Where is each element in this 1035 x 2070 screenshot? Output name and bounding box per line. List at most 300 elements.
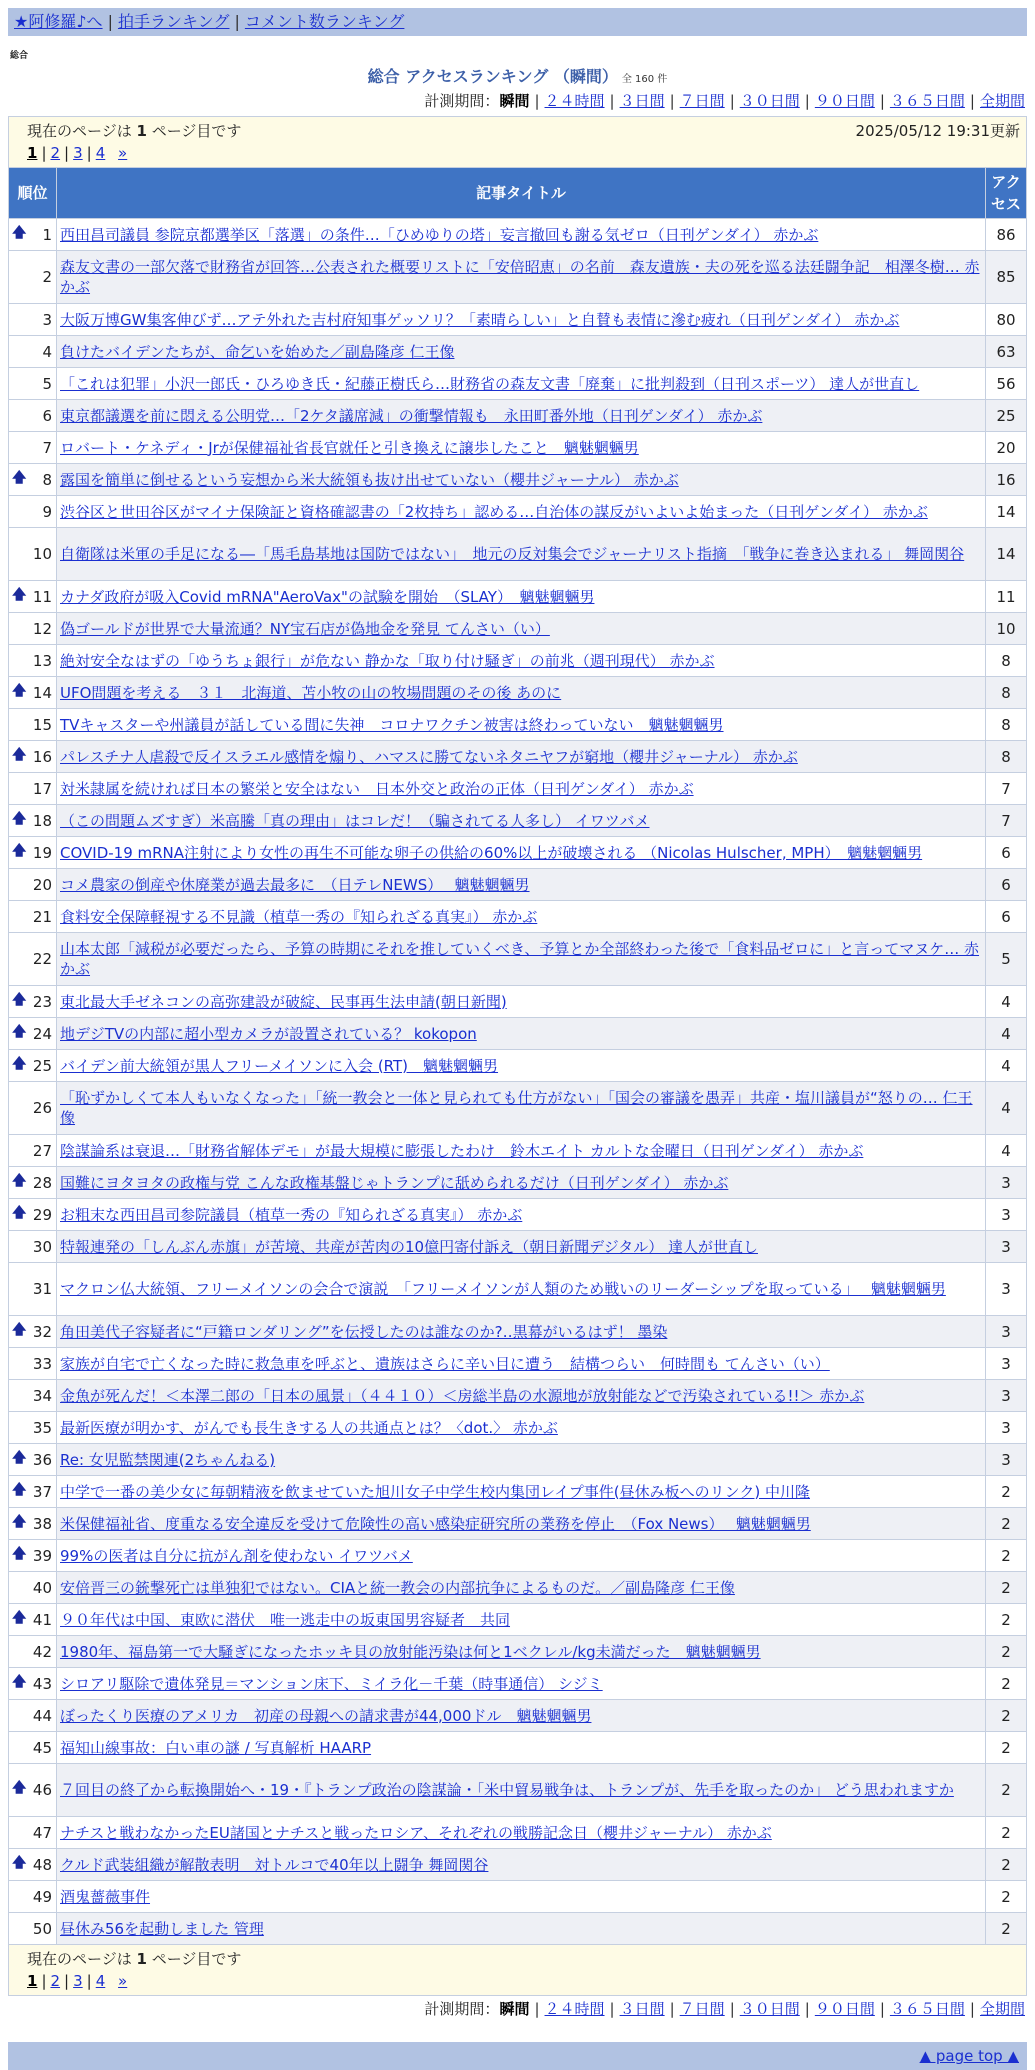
rank-number: 48 [32, 1855, 52, 1874]
up-arrow-icon: 🡅 [12, 1481, 27, 1498]
title-cell [57, 400, 986, 432]
title-cell [57, 1263, 986, 1316]
access-count: 11 [986, 581, 1027, 613]
pager [27, 142, 1020, 164]
rank-number: 4 [42, 342, 52, 361]
article-link[interactable]: 「これは犯罪」小沢一郎氏・ひろゆき氏・紀藤正樹氏ら…財務省の森友文書「廃棄」に批判殺到（日刊スポーツ） 達人が世直し [60, 374, 920, 393]
rank-number: 46 [32, 1781, 52, 1799]
rank-number: 10 [32, 545, 52, 563]
table-row [9, 1732, 1027, 1764]
up-arrow-icon: 🡅 [12, 1545, 27, 1562]
title-cell [57, 368, 986, 400]
rank-cell [9, 677, 57, 709]
rank-cell [9, 251, 57, 304]
period-separator: | [729, 2000, 735, 2018]
rank-cell [9, 1849, 57, 1881]
period-separator: | [729, 92, 735, 110]
article-link[interactable]: 「恥ずかしくて本人もいなくなった」「統一教会と一体と見られても仕方がない」「国会の審議を愚弄」共産・塩川議員が“怒りの… 仁王像 [60, 1089, 973, 1127]
title-cell [57, 464, 986, 496]
table-row [9, 464, 1027, 496]
table-row [9, 1572, 1027, 1604]
article-link[interactable]: Re: 女児監禁関連(2ちゃんねる) [60, 1450, 276, 1469]
period-link[interactable]: 全期間 [979, 92, 1025, 110]
rank-cell [9, 1316, 57, 1348]
up-arrow-icon: 🡅 [12, 991, 27, 1008]
rank-number: 31 [32, 1280, 52, 1298]
article-link[interactable]: 金魚が死んだ！＜本澤二郎の「日本の風景」（４４１０）＜房総半島の水源地が放射能などで汚染されている!!＞ 赤かぶ [60, 1386, 865, 1405]
table-row [9, 336, 1027, 368]
access-count: 2 [986, 1913, 1027, 1945]
title-cell [57, 1380, 986, 1412]
rank-cell [9, 837, 57, 869]
access-count: 3 [986, 1444, 1027, 1476]
period-link[interactable]: ３０日間 [739, 92, 800, 110]
article-link[interactable]: 渋谷区と世田谷区がマイナ保険証と資格確認書の「2枚持ち」認める…自治体の謀反がいよいよ始まった（日刊ゲンダイ） 赤かぶ [60, 502, 928, 521]
period-link[interactable]: ３日間 [619, 92, 665, 110]
table-row [9, 1508, 1027, 1540]
period-separator: | [609, 92, 615, 110]
rank-number: 15 [32, 715, 52, 734]
table-row [9, 1412, 1027, 1444]
access-count: 2 [986, 1849, 1027, 1881]
pager-separator: | [86, 1972, 92, 1990]
article-link[interactable]: ９０年代は中国、東欧に潜伏 唯一逃走中の坂東国男容疑者 共同 [60, 1610, 511, 1629]
rank-number: 22 [32, 950, 52, 968]
up-arrow-icon: 🡅 [12, 1513, 27, 1530]
article-link[interactable]: 偽ゴールドが世界で大量流通？NY宝石店が偽地金を発見 てんさい（い） [60, 619, 550, 638]
article-link[interactable]: 対米隷属を続ければ日本の繁栄と安全はない 日本外交と政治の正体（日刊ゲンダイ） 赤かぶ [60, 779, 694, 798]
access-count: 2 [986, 1540, 1027, 1572]
article-link[interactable]: 酒鬼薔薇事件 [60, 1887, 151, 1906]
article-link[interactable]: 特報連発の「しんぶん赤旗」が苦境、共産が苦肉の10億円寄付訴え（朝日新聞デジタル） 達人が世直し [60, 1237, 758, 1256]
article-link[interactable]: 米保健福祉省、度重なる安全違反を受けて危険性の高い感染症研究所の業務を停止 （Fox News） 魑魅魍魎男 [60, 1514, 811, 1533]
up-arrow-icon: 🡅 [12, 224, 27, 241]
table-row [9, 251, 1027, 304]
rank-cell [9, 1018, 57, 1050]
access-count: 7 [986, 805, 1027, 837]
pager-link[interactable]: » [118, 144, 128, 162]
title-cell [57, 709, 986, 741]
pager-link[interactable]: 4 [95, 144, 106, 162]
table-row [9, 304, 1027, 336]
table-row [9, 496, 1027, 528]
rank-number: 35 [32, 1418, 52, 1437]
rank-cell [9, 400, 57, 432]
period-link[interactable]: ７日間 [679, 92, 725, 110]
access-count: 3 [986, 1263, 1027, 1316]
title-cell [57, 1913, 986, 1945]
ranking-table [8, 116, 1027, 1945]
rank-number: 27 [32, 1141, 52, 1160]
title-cell [57, 1508, 986, 1540]
access-count: 2 [986, 1700, 1027, 1732]
rank-cell [9, 1668, 57, 1700]
pager-link[interactable]: 4 [95, 1972, 106, 1990]
period-separator: | [669, 2000, 675, 2018]
up-arrow-icon: 🡅 [12, 1609, 27, 1626]
title-cell [57, 1668, 986, 1700]
up-arrow-icon: 🡅 [12, 1321, 27, 1338]
table-row [9, 1668, 1027, 1700]
period-link[interactable]: ３０日間 [739, 2000, 800, 2018]
article-link[interactable]: ナチスと戦わなかったEU諸国とナチスと戦ったロシア、それぞれの戦勝記念日（櫻井ジャーナル） 赤かぶ [60, 1823, 772, 1842]
period-link[interactable]: ３６５日間 [889, 92, 965, 110]
title-cell [57, 1135, 986, 1167]
table-row [9, 1316, 1027, 1348]
title-cell [57, 528, 986, 581]
access-count: 10 [986, 613, 1027, 645]
comment-ranking-link[interactable]: コメント数ランキング [244, 12, 405, 31]
rank-cell [9, 304, 57, 336]
table-row [9, 933, 1027, 986]
title-cell [57, 1199, 986, 1231]
footer-bar [8, 2042, 1027, 2070]
period-link[interactable]: ９０日間 [814, 92, 875, 110]
page-info-bottom [8, 1945, 1027, 1996]
rank-number: 14 [32, 683, 52, 702]
title-cell [57, 1050, 986, 1082]
period-separator: | [879, 2000, 885, 2018]
access-count: 6 [986, 837, 1027, 869]
article-link[interactable]: TVキャスターや州議員が話している間に失神 コロナワクチン被害は終わっていない 魑魅魍魎男 [60, 715, 724, 734]
up-arrow-icon: 🡅 [12, 1172, 27, 1189]
rank-number: 36 [32, 1450, 52, 1469]
rank-cell [9, 1764, 57, 1817]
rank-cell [9, 1508, 57, 1540]
rank-number: 26 [32, 1099, 52, 1117]
access-count: 56 [986, 368, 1027, 400]
rank-number: 20 [32, 875, 52, 894]
table-row [9, 581, 1027, 613]
rank-cell [9, 368, 57, 400]
pager-separator [109, 1972, 114, 1990]
table-row [9, 1881, 1027, 1913]
up-arrow-icon: 🡅 [12, 746, 27, 763]
up-arrow-icon: 🡅 [12, 1055, 27, 1072]
title-cell [57, 1412, 986, 1444]
rank-number: 24 [32, 1024, 52, 1043]
access-count: 2 [986, 1636, 1027, 1668]
period-selector [0, 90, 1025, 112]
rank-number: 7 [42, 438, 52, 457]
period-link[interactable]: 全期間 [979, 2000, 1025, 2018]
access-count: 5 [986, 933, 1027, 986]
table-row [9, 1348, 1027, 1380]
title-cell [57, 251, 986, 304]
article-link[interactable]: コメ農家の倒産や休廃業が過去最多に （日テレNEWS） 魑魅魍魎男 [60, 875, 530, 894]
rank-cell [9, 1572, 57, 1604]
title-cell [57, 901, 986, 933]
ranking-rows [9, 219, 1027, 1945]
access-count: 85 [986, 251, 1027, 304]
period-link[interactable]: ２４時間 [544, 2000, 605, 2018]
article-link[interactable]: パレスチナ人虐殺で反イスラエル感情を煽り、ハマスに勝てないネタニヤフが窮地（櫻井ジャーナル） 赤かぶ [60, 747, 798, 766]
rank-cell [9, 933, 57, 986]
table-row [9, 432, 1027, 464]
rank-cell [9, 1881, 57, 1913]
table-row [9, 1135, 1027, 1167]
article-link[interactable]: 最新医療が明かす、がんでも長生きする人の共通点とは？〈dot.〉 赤かぶ [60, 1418, 558, 1437]
clap-ranking-link[interactable]: 拍手ランキング [117, 12, 230, 31]
article-link[interactable]: 安倍晋三の銃撃死亡は単独犯ではない。CIAと統一教会の内部抗争によるものだ。／副島隆彦 仁王像 [60, 1578, 735, 1597]
rank-number: 5 [42, 374, 52, 393]
rank-number: 21 [32, 907, 52, 926]
access-count: 2 [986, 1817, 1027, 1849]
article-link[interactable]: COVID-19 mRNA注射により女性の再生不可能な卵子の供給の60%以上が破壊される （Nicolas Hulscher, MPH） 魑魅魍魎男 [60, 843, 923, 862]
period-separator: | [969, 92, 975, 110]
rank-cell [9, 613, 57, 645]
rank-number: 33 [32, 1354, 52, 1373]
rank-number: 13 [32, 651, 52, 670]
rank-number: 17 [32, 779, 52, 798]
rank-cell [9, 432, 57, 464]
rank-cell [9, 1263, 57, 1316]
article-link[interactable]: お粗末な西田昌司参院議員（植草一秀の『知られざる真実』） 赤かぶ [60, 1205, 523, 1224]
rank-number: 37 [32, 1482, 52, 1501]
rank-number: 3 [42, 310, 52, 329]
table-row [9, 805, 1027, 837]
pager-link[interactable]: 3 [73, 1972, 83, 1990]
rank-number: 9 [42, 502, 52, 521]
pager-link[interactable]: 3 [73, 144, 83, 162]
period-link[interactable]: ３日間 [619, 2000, 665, 2018]
title-cell [57, 677, 986, 709]
pager-current-page: 1 [27, 1972, 38, 1990]
article-link[interactable]: 角田美代子容疑者に“戸籍ロンダリング”を伝授したのは誰なのか?‥黒幕がいるはず！ 墨染 [60, 1322, 668, 1341]
article-link[interactable]: 大阪万博GW集客伸びず…アテ外れた吉村府知事ゲッソリ？「素晴らしい」と自賛も表情に滲む疲れ（日刊ゲンダイ） 赤かぶ [60, 310, 900, 329]
rank-number: 41 [32, 1610, 52, 1629]
article-link[interactable]: 森友文書の一部欠落で財務省が回答…公表された概要リストに「安倍昭恵」の名前 森友遺族・夫の死を巡る法廷闘争記 相澤冬樹… 赤かぶ [60, 258, 980, 296]
title-cell [57, 1018, 986, 1050]
article-link[interactable]: ロバート・ケネディ・Jrが保健福祉省長官就任と引き換えに譲歩したこと 魑魅魍魎男 [60, 438, 639, 457]
rank-cell [9, 773, 57, 805]
table-row [9, 400, 1027, 432]
access-count: 3 [986, 1412, 1027, 1444]
article-link[interactable]: 西田昌司議員 参院京都選挙区「落選」の条件…「ひめゆりの塔」妄言撤回も謝る気ゼロ（日刊ゲンダイ） 赤かぶ [60, 225, 819, 244]
article-link[interactable]: 露国を簡単に倒せるという妄想から米大統領も抜け出せていない（櫻井ジャーナル） 赤かぶ [60, 470, 679, 489]
access-count: 7 [986, 773, 1027, 805]
rank-number: 47 [32, 1823, 52, 1842]
rank-header: 順位 [9, 168, 57, 219]
item-count: 全 160 件 [621, 74, 668, 85]
article-link[interactable]: （この問題ムズすぎ）米高騰「真の理由」はコレだ！（騙されてる人多し） イワツバメ [60, 811, 650, 830]
access-count: 20 [986, 432, 1027, 464]
table-row [9, 869, 1027, 901]
title-cell [57, 805, 986, 837]
home-link[interactable]: ★阿修羅♪へ [14, 12, 103, 31]
rank-number: 16 [32, 747, 52, 766]
article-link[interactable]: 家族が自宅で亡くなった時に救急車を呼ぶと、遺族はさらに辛い目に遭う 結構つらい 何時間も てんさい（い） [60, 1354, 830, 1373]
title-cell [57, 1231, 986, 1263]
article-link[interactable]: 中学で一番の美少女に毎朝精液を飲ませていた旭川女子中学生校内集団レイプ事件(昼休み板へのリンク) 中川隆 [60, 1482, 810, 1501]
rank-number: 32 [32, 1322, 52, 1341]
page-top-link[interactable]: ▲ page top ▲ [919, 2047, 1019, 2065]
rank-number: 18 [32, 811, 52, 830]
title-cell [57, 1167, 986, 1199]
period-link[interactable]: ３６５日間 [889, 2000, 965, 2018]
rank-number: 38 [32, 1514, 52, 1533]
period-separator: | [804, 2000, 810, 2018]
title-cell [57, 304, 986, 336]
rank-cell [9, 496, 57, 528]
rank-number: 29 [32, 1205, 52, 1224]
pager-separator: | [86, 144, 92, 162]
access-count: 2 [986, 1572, 1027, 1604]
table-row [9, 1700, 1027, 1732]
rank-number: 49 [32, 1887, 52, 1906]
rank-cell [9, 1231, 57, 1263]
up-arrow-icon: 🡅 [12, 1204, 27, 1221]
article-link[interactable]: 負けたバイデンたちが、命乞いを始めた／副島隆彦 仁王像 [60, 342, 455, 361]
top-nav [8, 8, 1027, 36]
period-separator: | [669, 92, 675, 110]
table-row [9, 837, 1027, 869]
up-arrow-icon: 🡅 [12, 1023, 27, 1040]
article-link[interactable]: ７回目の終了から転換開始へ・19・『トランプ政治の陰謀論・「米中貿易戦争は、トランプが、先手を取ったのか」 どう思われますか [60, 1781, 954, 1799]
title-cell [57, 1082, 986, 1135]
title-cell [57, 581, 986, 613]
table-row [9, 1849, 1027, 1881]
table-row [9, 773, 1027, 805]
table-row [9, 528, 1027, 581]
rank-cell [9, 709, 57, 741]
article-link[interactable]: マクロン仏大統領、フリーメイソンの会合で演説 「フリーメイソンが人類のため戦いのリーダーシップを取っている」 魑魅魍魎男 [60, 1280, 946, 1298]
table-header [9, 168, 1027, 219]
rank-cell [9, 1135, 57, 1167]
table-row [9, 1817, 1027, 1849]
rank-cell [9, 1700, 57, 1732]
period-link[interactable]: ７日間 [679, 2000, 725, 2018]
rank-number: 30 [32, 1237, 52, 1256]
category-label: 総合 [10, 51, 29, 61]
article-link[interactable]: 食料安全保障軽視する不見識（植草一秀の『知られざる真実』） 赤かぶ [60, 907, 538, 926]
access-count: 8 [986, 709, 1027, 741]
title-cell [57, 1732, 986, 1764]
rank-number: 11 [32, 587, 52, 606]
pager-link[interactable]: 2 [50, 1972, 61, 1990]
period-current: 瞬間 [499, 2000, 530, 2018]
table-row [9, 1380, 1027, 1412]
title-cell [57, 986, 986, 1018]
article-link[interactable]: 自衛隊は米軍の手足になる―「馬毛島基地は国防ではない」 地元の反対集会でジャーナリスト指摘 「戦争に巻き込まれる」 舞岡関谷 [60, 545, 965, 563]
access-count: 6 [986, 901, 1027, 933]
rank-cell [9, 1444, 57, 1476]
title-cell [57, 1849, 986, 1881]
up-arrow-icon: 🡅 [12, 586, 27, 603]
table-row [9, 645, 1027, 677]
table-row [9, 219, 1027, 251]
pager-link[interactable]: » [118, 1972, 128, 1990]
rank-cell [9, 805, 57, 837]
up-arrow-icon: 🡅 [12, 1449, 27, 1466]
period-link[interactable]: ２４時間 [544, 92, 605, 110]
access-count: 2 [986, 1476, 1027, 1508]
page-info-row [9, 117, 1027, 168]
article-link[interactable]: バイデン前大統領が黒人フリーメイソンに入会 (RT) 魑魅魍魎男 [60, 1056, 499, 1075]
rank-number: 8 [42, 470, 52, 489]
rank-number: 28 [32, 1173, 52, 1192]
article-link[interactable]: カナダ政府が吸入Covid mRNA"AeroVax"の試験を開始 （SLAY） 魑魅魍魎男 [60, 587, 595, 606]
pager-current-page: 1 [27, 144, 38, 162]
access-count: 86 [986, 219, 1027, 251]
pager-link[interactable]: 2 [50, 144, 61, 162]
table-row [9, 1050, 1027, 1082]
article-link[interactable]: ぼったくり医療のアメリカ 初産の母親への請求書が44,000ドル 魑魅魍魎男 [60, 1706, 592, 1725]
period-link[interactable]: ９０日間 [814, 2000, 875, 2018]
rank-cell [9, 1348, 57, 1380]
period-separator: | [534, 92, 540, 110]
title-cell [57, 1476, 986, 1508]
rank-cell [9, 1167, 57, 1199]
rank-cell [9, 219, 57, 251]
rank-cell [9, 1476, 57, 1508]
rank-cell [9, 1199, 57, 1231]
access-count: 8 [986, 677, 1027, 709]
rank-number: 45 [32, 1738, 52, 1757]
access-count: 3 [986, 1380, 1027, 1412]
table-row [9, 1231, 1027, 1263]
access-count: 2 [986, 1508, 1027, 1540]
rank-cell [9, 901, 57, 933]
article-link[interactable]: 絶対安全なはずの「ゆうちょ銀行」が危ない 静かな「取り付け騒ぎ」の前兆（週刊現代） 赤かぶ [60, 651, 715, 670]
access-count: 80 [986, 304, 1027, 336]
article-link[interactable]: 地デジTVの内部に超小型カメラが設置されている？ kokopon [60, 1024, 477, 1043]
article-link[interactable]: 東京都議選を前に悶える公明党…「2ケタ議席減」の衝撃情報も 永田町番外地（日刊ゲンダイ） 赤かぶ [60, 406, 763, 425]
access-count: 3 [986, 1316, 1027, 1348]
rank-number: 43 [32, 1674, 52, 1693]
table-row [9, 1018, 1027, 1050]
title-header: 記事タイトル [57, 168, 986, 219]
access-count: 2 [986, 1604, 1027, 1636]
title-cell [57, 1764, 986, 1817]
access-count: 8 [986, 741, 1027, 773]
updated-timestamp: 2025/05/12 19:31更新 [855, 122, 1020, 140]
article-link[interactable]: 福知山線事故：白い車の謎 / 写真解析 HAARP [60, 1738, 372, 1757]
article-link[interactable]: 東北最大手ゼネコンの高弥建設が破綻、民事再生法申請(朝日新聞) [60, 992, 507, 1011]
rank-number: 2 [42, 268, 52, 286]
up-arrow-icon: 🡅 [12, 1854, 27, 1871]
rank-cell [9, 645, 57, 677]
access-count: 14 [986, 528, 1027, 581]
article-link[interactable]: クルド武装組織が解散表明 対トルコで40年以上闘争 舞岡関谷 [60, 1855, 489, 1874]
title-cell [57, 432, 986, 464]
pager-separator [109, 144, 114, 162]
title-cell [57, 1604, 986, 1636]
article-link[interactable]: 昼休み56を起動しました 管理 [60, 1919, 264, 1938]
article-link[interactable]: 99%の医者は自分に抗がん剤を使わない イワツバメ [60, 1546, 413, 1565]
article-link[interactable]: 1980年、福島第一で大騒ぎになったホッキ貝の放射能汚染は何と1ベクレル/kg未満だった 魑魅魍魎男 [60, 1642, 761, 1661]
access-count: 2 [986, 1881, 1027, 1913]
rank-cell [9, 869, 57, 901]
table-row [9, 1199, 1027, 1231]
period-separator: | [609, 2000, 615, 2018]
title-cell [57, 645, 986, 677]
article-link[interactable]: 国難にヨタヨタの政権与党 こんな政権基盤じゃトランプに舐められるだけ（日刊ゲンダイ） 赤かぶ [60, 1173, 729, 1192]
article-link[interactable]: 陰謀論系は衰退…「財務省解体デモ」が最大規模に膨張したわけ 鈴木エイト カルトな金曜日（日刊ゲンダイ） 赤かぶ [60, 1141, 864, 1160]
access-header: アクセス [986, 168, 1027, 219]
rank-cell [9, 741, 57, 773]
period-label: 計測期間： [424, 92, 500, 110]
article-link[interactable]: 山本太郎「減税が必要だったら、予算の時期にそれを推していくべき、予算とか全部終わった後で「食料品ゼロに」と言ってマヌケ… 赤かぶ [60, 940, 980, 978]
rank-number: 12 [32, 619, 52, 638]
article-link[interactable]: シロアリ駆除で遺体発見＝マンション床下、ミイラ化－千葉（時事通信） シジミ [60, 1674, 603, 1693]
period-selector [0, 1998, 1025, 2020]
table-row [9, 1476, 1027, 1508]
period-separator: | [879, 92, 885, 110]
title-cell [57, 1348, 986, 1380]
article-link[interactable]: UFO問題を考える ３１ 北海道、苫小牧の山の牧場問題のその後 あのに [60, 683, 562, 702]
period-current: 瞬間 [499, 92, 530, 110]
